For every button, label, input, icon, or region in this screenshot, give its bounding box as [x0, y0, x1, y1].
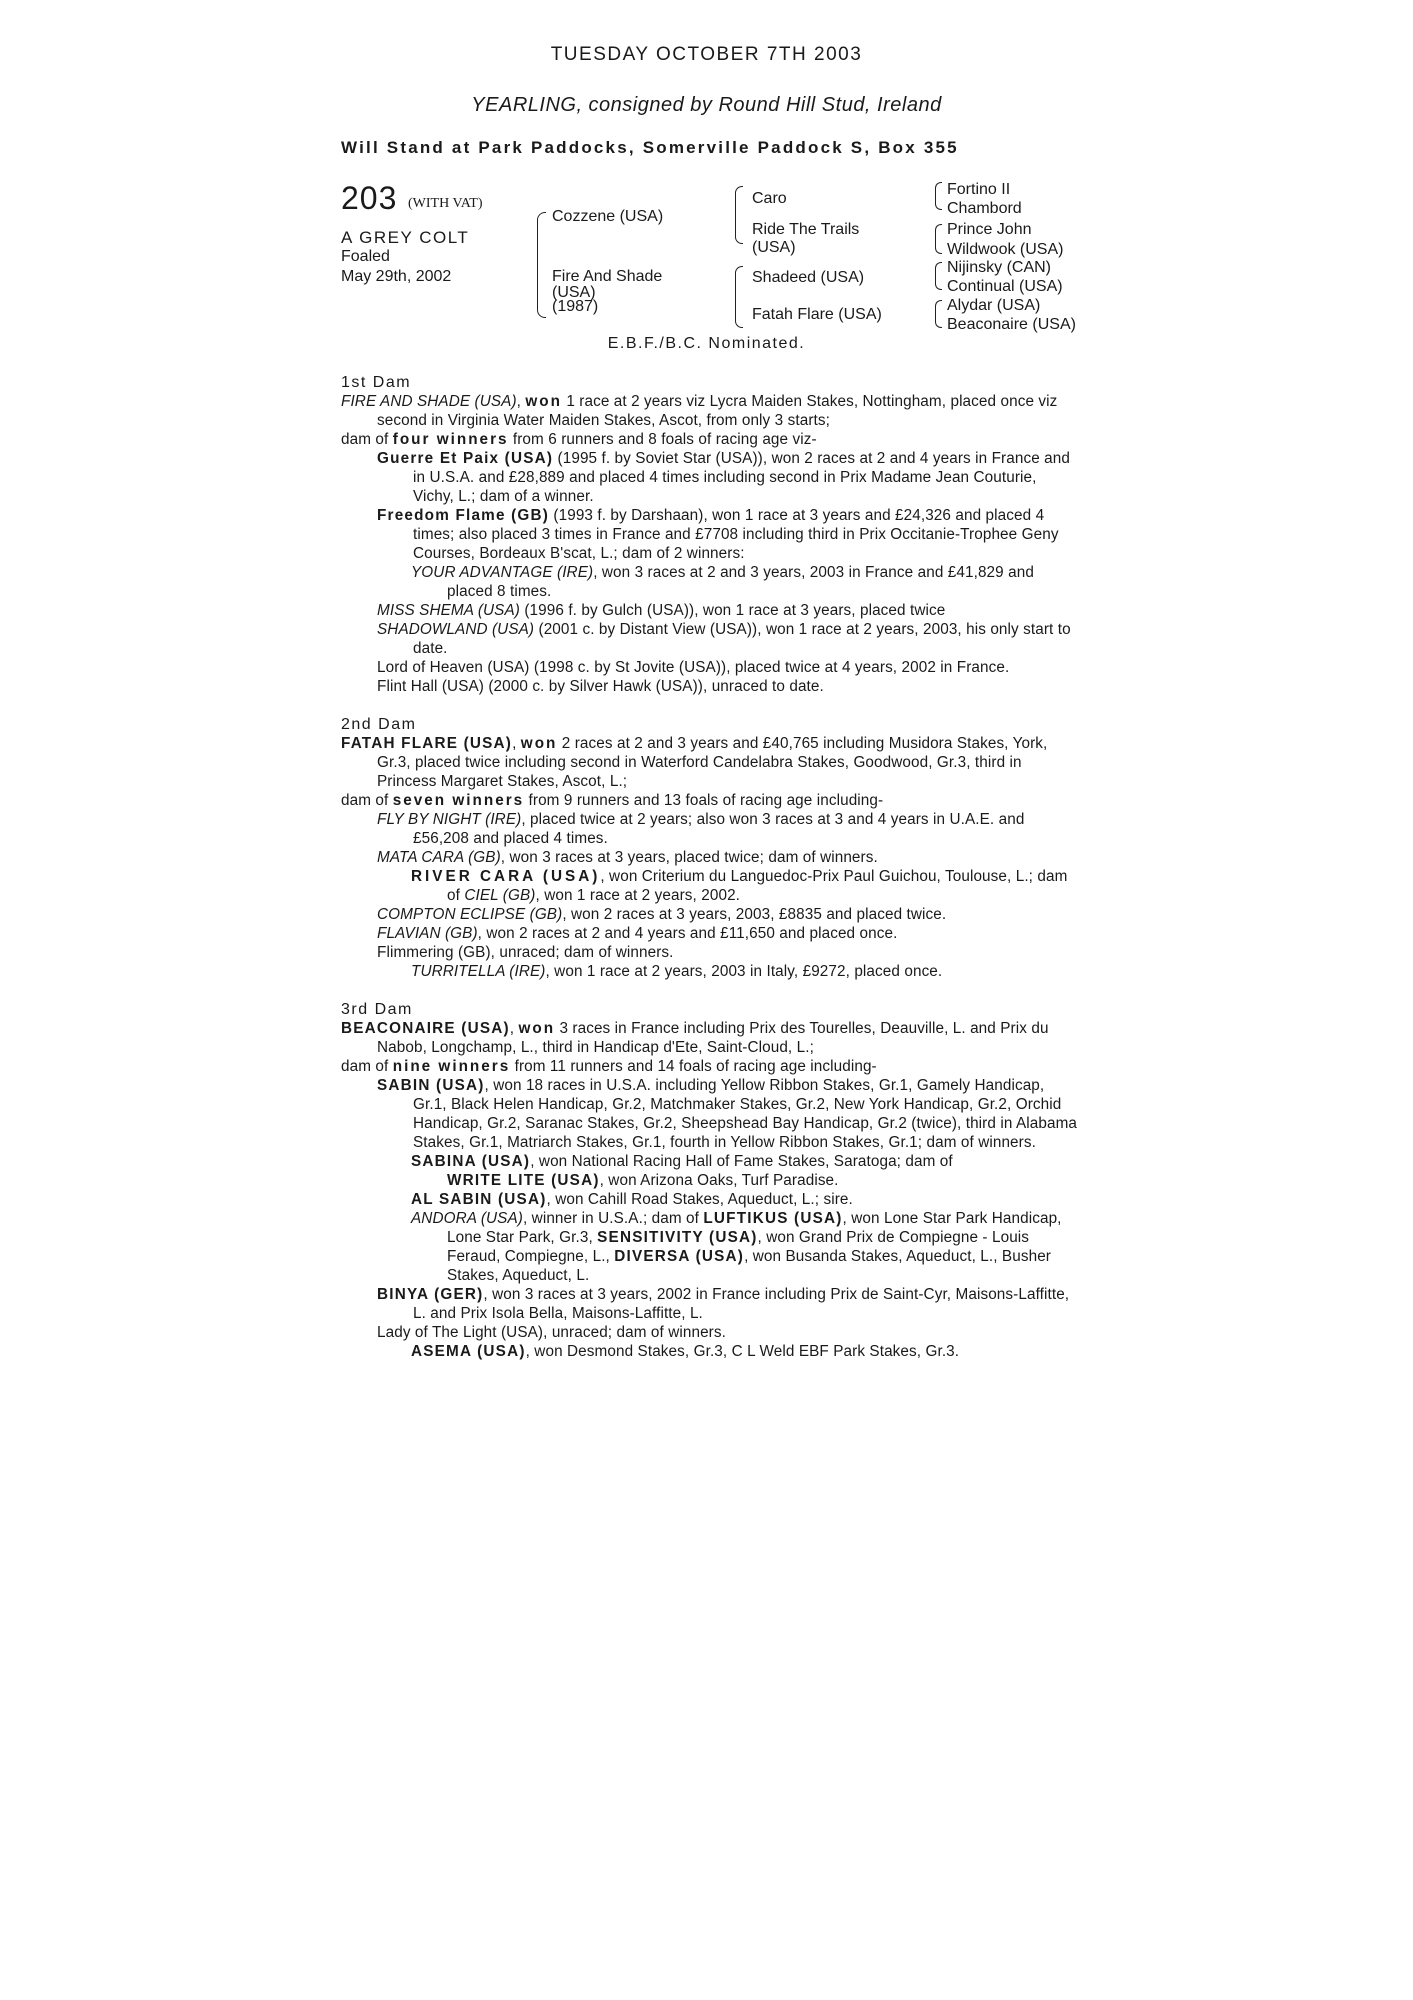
- pedigree-dam-line2: (USA): [552, 284, 596, 301]
- produce-name: AL SABIN (USA): [411, 1191, 547, 1208]
- lot-description: A GREY COLT: [341, 228, 470, 247]
- summary-c: from 11 runners and 14 foals of racing age including-: [514, 1058, 877, 1075]
- second-dam-record: FATAH FLARE (USA), won 2 races at 2 and 3 years and £40,765 including Musidora Stakes, York, Gr.3, placed twice including second in Waterford Candelabra Stakes, Goodwood, Gr.3, third in Princess Margaret Stakes, Ascot, L.;: [341, 735, 1048, 790]
- pedigree-bracket-sire: [735, 186, 743, 244]
- produce-entry: [341, 867, 1081, 905]
- produce-name: WRITE LITE (USA): [447, 1172, 600, 1189]
- summary-winners: nine winners: [392, 1058, 511, 1075]
- third-dam-name: BEACONAIRE (USA): [341, 1020, 510, 1037]
- produce-entry: Flimmering (GB), unraced; dam of winners.: [377, 944, 674, 961]
- produce-text: , won Desmond Stakes, Gr.3, C L Weld EBF Park Stakes, Gr.3.: [525, 1343, 960, 1360]
- produce-name: FLAVIAN (GB): [377, 925, 478, 942]
- produce-entry: Lady of The Light (USA), unraced; dam of winners.: [377, 1324, 726, 1341]
- produce-entry: [341, 962, 1081, 981]
- produce-entry: [341, 620, 1081, 658]
- pedigree-gg7: Alydar (USA): [947, 297, 1041, 314]
- produce-name: BINYA (GER): [377, 1286, 484, 1303]
- produce-name: Guerre Et Paix (USA): [377, 450, 554, 467]
- pedigree-dam-sire: Shadeed (USA): [752, 269, 865, 286]
- won-label: won: [518, 1020, 556, 1037]
- produce-name: RIVER CARA (USA): [411, 868, 601, 885]
- pedigree-bracket-g4: [935, 300, 942, 328]
- third-dam-record: BEACONAIRE (USA), won 3 races in France including Prix des Tourelles, Deauville, L. and Prix du Nabob, Longchamp, L., third in Handicap d'Ete, Saint-Cloud, L.;: [341, 1020, 1049, 1056]
- pedigree-gg6: Continual (USA): [947, 278, 1063, 295]
- produce-text: , won 2 races at 3 years, 2003, £8835 and placed twice.: [562, 906, 947, 923]
- pedigree-sire-dam: [752, 221, 859, 257]
- vat-note: (WITH VAT): [408, 196, 483, 211]
- pedigree-gg8: Beaconaire (USA): [947, 316, 1076, 333]
- produce-name: MISS SHEMA (USA): [377, 602, 520, 619]
- second-dam-text: 2 races at 2 and 3 years and £40,765 including Musidora Stakes, York, Gr.3, placed twice including second in Waterford Candelabra Stakes, Goodwood, Gr.3, third in Princess Margaret Stakes, Ascot, L.;: [377, 735, 1048, 790]
- summary-c: from 9 runners and 13 foals of racing age including-: [528, 792, 884, 809]
- pedigree-dam-line3: (1987): [552, 298, 599, 315]
- produce-text: , won Cahill Road Stakes, Aqueduct, L.; sire.: [546, 1191, 853, 1208]
- produce-entry: [341, 563, 1081, 601]
- pedigree-dam-line1: Fire And Shade: [552, 268, 663, 285]
- won-label: won: [525, 393, 562, 410]
- produce-text: , placed twice at 2 years; also won 3 races at 3 and 4 years in U.A.E. and £56,208 and placed 4 times.: [413, 811, 1025, 847]
- produce-text: , won Lone Star Park Handicap, Lone Star Park, Gr.3,: [447, 1210, 1062, 1246]
- summary-winners: four winners: [392, 431, 509, 448]
- pedigree-sire-sire: Caro: [752, 190, 787, 207]
- produce-entry: [341, 1285, 1081, 1323]
- second-dam-name: FATAH FLARE (USA): [341, 735, 513, 752]
- third-dam-produce-summary: [341, 1057, 1081, 1076]
- produce-entry: [341, 1190, 1081, 1209]
- produce-name: ASEMA (USA): [411, 1343, 526, 1360]
- produce-entry: [341, 1171, 1081, 1190]
- produce-name: TURRITELLA (IRE): [411, 963, 546, 980]
- summary-c: from 6 runners and 8 foals of racing age viz-: [512, 431, 817, 448]
- produce-name: ANDORA (USA): [411, 1210, 523, 1227]
- produce-entry: [341, 924, 1081, 943]
- produce-name: MATA CARA (GB): [377, 849, 501, 866]
- won-label: won: [520, 735, 558, 752]
- produce-text: , won 18 races in U.S.A. including Yellow Ribbon Stakes, Gr.1, Gamely Handicap, Gr.1, Black Helen Handicap, Gr.2, Matchmaker Stakes, Gr.2, New York Handicap, Gr.2, Orchid Handicap, Gr.2, Saranac Stakes, Gr.2, Sheepshead Bay Handicap, Gr.2 (twice), third in Alabama Stakes, Gr.1, Matriarch Stakes, Gr.1, fourth in Yellow Ribbon Stakes, Gr.1; dam of winners.: [413, 1077, 1078, 1151]
- first-dam-record: FIRE AND SHADE (USA), won 1 race at 2 years viz Lycra Maiden Stakes, Nottingham, placed once viz second in Virginia Water Maiden Stakes, Ascot, from only 3 starts;: [341, 393, 1058, 429]
- produce-text: , won Busanda Stakes, Aqueduct, L., Busher Stakes, Aqueduct, L.: [447, 1248, 1051, 1284]
- produce-text: (2001 c. by Distant View (USA)), won 1 race at 2 years, 2003, his only start to date.: [413, 621, 1071, 657]
- second-dam-heading: 2nd Dam: [341, 716, 417, 733]
- produce-text: (1993 f. by Darshaan), won 1 race at 3 years and £24,326 and placed 4 times; also placed 3 times in France and £7708 including third in Prix Occitanie-Trophee Geny Courses, Bordeaux B'scat, L.; dam of 2 winners:: [413, 507, 1059, 562]
- pedigree-gg5: Nijinsky (CAN): [947, 259, 1051, 276]
- lot-number: 203: [341, 180, 398, 216]
- produce-text: , winner in U.S.A.; dam of: [522, 1210, 700, 1227]
- summary-winners: seven winners: [392, 792, 525, 809]
- produce-name: SHADOWLAND (USA): [377, 621, 535, 638]
- first-dam-text: 1 race at 2 years viz Lycra Maiden Stakes, Nottingham, placed once viz second in Virginia Water Maiden Stakes, Ascot, from only 3 starts;: [377, 393, 1058, 429]
- produce-text: (1995 f. by Soviet Star (USA)), won 2 races at 2 and 4 years in France and in U.S.A. and £28,889 and placed 4 times including second in Prix Madame Jean Couturie, Vichy, L.; dam of a winner.: [413, 450, 1070, 505]
- produce-name: CIEL (GB): [464, 887, 536, 904]
- pedigree-gg3: Prince John: [947, 221, 1032, 238]
- pedigree-dam-dam: Fatah Flare (USA): [752, 306, 882, 323]
- second-dam-produce-summary: [341, 791, 1081, 810]
- produce-name: SENSITIVITY (USA): [597, 1229, 758, 1246]
- produce-text: , won National Racing Hall of Fame Stakes, Saratoga; dam of: [530, 1153, 953, 1170]
- summary-a: dam of: [341, 792, 389, 809]
- produce-name: DIVERSA (USA): [614, 1248, 745, 1265]
- produce-entry: [341, 1209, 1081, 1285]
- pedigree-bracket-g2: [935, 224, 942, 254]
- produce-name: COMPTON ECLIPSE (GB): [377, 906, 563, 923]
- first-dam-name: FIRE AND SHADE (USA): [341, 393, 517, 410]
- produce-text: , won 3 races at 3 years, 2002 in France including Prix de Saint-Cyr, Maisons-Laffitte, L. and Prix Isola Bella, Maisons-Laffitte, L.: [413, 1286, 1070, 1322]
- pedigree-sire-dam-line2: (USA): [752, 239, 796, 256]
- produce-entry: [341, 848, 1081, 867]
- produce-text: , won 3 races at 3 years, placed twice; dam of winners.: [500, 849, 878, 866]
- first-dam-produce-summary: [341, 430, 1081, 449]
- consignor-line: YEARLING, consigned by Round Hill Stud, Ireland: [471, 94, 942, 116]
- third-dam-heading: 3rd Dam: [341, 1001, 413, 1018]
- produce-entry: [341, 905, 1081, 924]
- produce-text: , won Criterium du Languedoc-Prix Paul Guichou, Toulouse, L.; dam of: [447, 868, 1068, 904]
- third-dam-text: 3 races in France including Prix des Tourelles, Deauville, L. and Prix du Nabob, Longchamp, L., third in Handicap d'Ete, Saint-Cloud, L.;: [377, 1020, 1049, 1056]
- pedigree-gg1: Fortino II: [947, 181, 1011, 198]
- produce-text: , won 2 races at 2 and 4 years and £11,650 and placed once.: [477, 925, 898, 942]
- pedigree-gg2: Chambord: [947, 200, 1022, 217]
- produce-entry: [341, 601, 1081, 620]
- summary-a: dam of: [341, 431, 389, 448]
- pedigree-sire: Cozzene (USA): [552, 208, 664, 225]
- produce-name: YOUR ADVANTAGE (IRE): [411, 564, 594, 581]
- produce-name: SABINA (USA): [411, 1153, 531, 1170]
- foaled-date: May 29th, 2002: [341, 268, 452, 285]
- produce-name: FLY BY NIGHT (IRE): [377, 811, 522, 828]
- stand-location: Will Stand at Park Paddocks, Somerville Paddock S, Box 355: [341, 138, 959, 157]
- produce-name: SABIN (USA): [377, 1077, 485, 1094]
- nomination-note: E.B.F./B.C. Nominated.: [607, 335, 806, 352]
- foaled-label: Foaled: [341, 248, 390, 265]
- foaled-info: [341, 247, 451, 287]
- pedigree-bracket-g1: [935, 182, 942, 210]
- pedigree-sire-dam-line1: Ride The Trails: [752, 221, 860, 238]
- pedigree-gg4: Wildwook (USA): [947, 241, 1064, 258]
- produce-entry: [341, 1152, 1081, 1171]
- produce-entry: [341, 810, 1081, 848]
- produce-entry: Flint Hall (USA) (2000 c. by Silver Hawk (USA)), unraced to date.: [377, 678, 824, 695]
- pedigree-bracket-main: [537, 212, 546, 318]
- produce-text: , won Arizona Oaks, Turf Paradise.: [599, 1172, 839, 1189]
- pedigree-bracket-g3: [935, 262, 942, 290]
- produce-text: , won 1 race at 2 years, 2003 in Italy, £9272, placed once.: [545, 963, 943, 980]
- produce-text: , won Grand Prix de Compiegne - Louis Feraud, Compiegne, L.,: [447, 1229, 1030, 1265]
- produce-entry: [341, 1342, 1081, 1361]
- produce-name: LUFTIKUS (USA): [703, 1210, 843, 1227]
- produce-name: Freedom Flame (GB): [377, 507, 550, 524]
- summary-a: dam of: [341, 1058, 389, 1075]
- produce-text: , won 1 race at 2 years, 2002.: [535, 887, 741, 904]
- produce-entry: Lord of Heaven (USA) (1998 c. by St Jovite (USA)), placed twice at 4 years, 2002 in France.: [377, 659, 1010, 676]
- produce-entry: [341, 449, 1081, 506]
- pedigree-dam: [552, 268, 662, 316]
- produce-text: , won 3 races at 2 and 3 years, 2003 in France and £41,829 and placed 8 times.: [447, 564, 1034, 600]
- produce-text: (1996 f. by Gulch (USA)), won 1 race at 3 years, placed twice: [524, 602, 946, 619]
- catalogue-body: [341, 373, 1081, 1361]
- sale-date: TUESDAY OCTOBER 7TH 2003: [550, 44, 863, 65]
- produce-entry: [341, 506, 1081, 563]
- pedigree-bracket-dam: [735, 266, 743, 328]
- first-dam-heading: 1st Dam: [341, 374, 412, 391]
- produce-entry: [341, 1076, 1081, 1152]
